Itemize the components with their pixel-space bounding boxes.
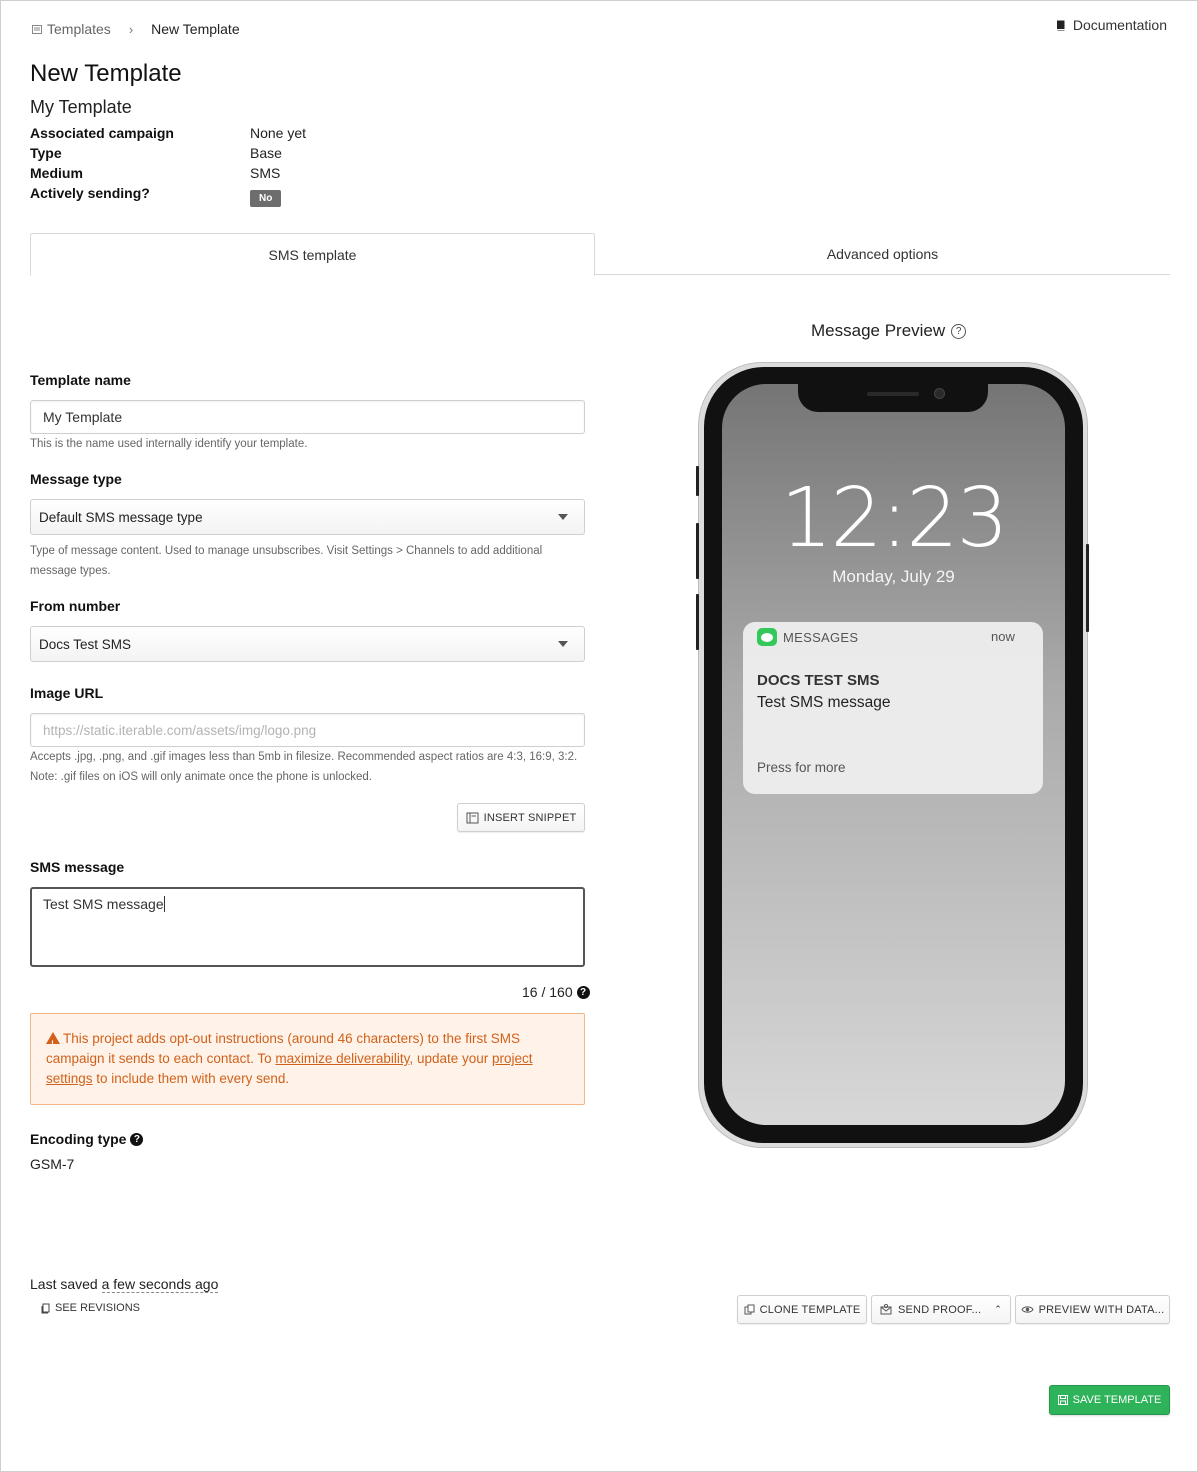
char-count [522,984,590,1000]
phone-speaker [867,392,919,396]
meta-key: Type [30,145,62,161]
message-type-value: Default SMS message type [39,509,203,525]
sms-message-label: SMS message [30,859,125,875]
notification-sender: DOCS TEST SMS [757,672,880,689]
encoding-type-value: GSM-7 [30,1156,75,1172]
encoding-type-label-text: Encoding type [30,1131,127,1147]
send-proof-label: SEND PROOF... [897,1303,982,1316]
meta-value: Base [250,145,282,161]
meta-value: SMS [250,165,281,181]
caret-down-icon [558,514,568,520]
help-circle-icon[interactable]: ? [951,324,966,339]
template-meta [30,123,306,203]
warning-text-middle: , update your [409,1051,492,1066]
caret-down-icon [558,641,568,647]
question-circle-icon[interactable]: ? [130,1133,143,1146]
meta-row-medium [30,163,306,183]
notification-more: Press for more [757,760,846,775]
maximize-deliverability-link[interactable]: maximize deliverability [275,1051,410,1066]
tab-advanced-options[interactable]: Advanced options [826,246,939,262]
tab-bar [30,233,1170,275]
breadcrumb [31,21,240,37]
send-proof-button[interactable] [871,1295,1011,1324]
messages-app-icon [757,628,777,646]
meta-key: Medium [30,165,83,181]
tab-sms-template[interactable]: SMS template [30,233,595,276]
sms-message-value: Test SMS message [43,896,164,912]
save-template-button[interactable] [1049,1385,1170,1415]
status-badge: No [250,190,281,207]
image-url-input[interactable]: https://static.iterable.com/assets/img/logo.png [30,713,585,747]
clone-template-label: CLONE TEMPLATE [759,1303,861,1316]
insert-snippet-label: INSERT SNIPPET [483,811,577,824]
question-circle-icon[interactable]: ? [577,986,590,999]
template-name-label: Template name [30,372,131,388]
image-url-help-line-1: Accepts .jpg, .png, and .gif images less than 5mb in filesize. Recommended aspect ratios are 4:3, 16:9, 3:2. [30,751,578,763]
warning-text-suffix: to include them with every send. [92,1071,290,1086]
meta-value: None yet [250,125,307,141]
template-title: My Template [30,97,132,117]
text-cursor [164,896,165,912]
clone-template-button[interactable] [737,1295,867,1324]
phone-volume-down [696,594,699,650]
chevron-up-icon: ⌃ [994,1304,1003,1314]
insert-snippet-button[interactable] [457,803,585,832]
preview-with-data-label: PREVIEW WITH DATA... [1038,1303,1165,1316]
from-number-select[interactable] [30,626,585,662]
message-type-label: Message type [30,471,122,487]
clone-icon [744,1304,755,1315]
last-saved-time: a few seconds ago [101,1276,219,1292]
template-name-input[interactable]: My Template [30,400,585,434]
message-type-select[interactable] [30,499,585,535]
snippet-icon [466,812,479,824]
opt-out-warning [30,1013,585,1105]
last-saved-prefix: Last saved [30,1276,98,1292]
lockscreen-clock: 12:23 [780,471,1007,566]
image-url-help [30,747,590,787]
phone-mute-switch [696,466,699,496]
notification-time: now [991,629,1015,644]
chevron-right-icon: › [128,21,134,37]
template-name-help: This is the name used internally identify your template. [30,438,308,450]
documentation-link[interactable] [1055,17,1167,33]
save-template-label: SAVE TEMPLATE [1072,1394,1162,1406]
phone-camera [934,388,945,399]
message-type-help: Type of message content. Used to manage unsubscribes. Visit Settings > Channels to add additional message types. [30,545,543,577]
meta-key: Actively sending? [30,185,150,201]
meta-row-actively-sending [30,183,306,203]
floppy-disk-icon [1058,1395,1068,1405]
message-preview-label: Message Preview [811,321,946,340]
preview-with-data-button[interactable] [1015,1295,1170,1324]
image-url-label: Image URL [30,685,104,701]
encoding-type-label [30,1131,143,1147]
breadcrumb-current: New Template [151,21,240,37]
warning-text-prefix: This project adds opt-out instructions (around 46 characters) to the first SMS campaign it sends to each contact. To [46,1031,520,1066]
breadcrumb-templates-label[interactable]: Templates [47,21,111,37]
phone-notch [798,384,988,412]
revisions-icon [41,1303,51,1314]
warning-icon [46,1032,60,1044]
meta-key: Associated campaign [30,125,174,141]
char-count-value: 16 / 160 [522,984,573,1000]
page-title: New Template [30,60,182,87]
eye-icon [1021,1305,1034,1314]
breadcrumb-templates-link[interactable] [31,21,111,37]
sms-message-textarea[interactable] [30,887,585,967]
notification-app [757,628,858,646]
notification-body: Test SMS message [757,694,891,711]
send-proof-icon [880,1304,893,1315]
notification-app-name: MESSAGES [783,629,859,645]
project-settings-link[interactable]: project settings [46,1051,533,1086]
phone-power-button [1086,544,1089,632]
book-icon [1055,19,1067,32]
from-number-label: From number [30,598,121,614]
meta-row-type [30,143,306,163]
phone-volume-up [696,523,699,579]
image-url-help-line-2: Note: .gif files on iOS will only animate once the phone is unlocked. [30,771,372,783]
lockscreen-date: Monday, July 29 [832,567,955,586]
templates-icon [31,23,43,35]
see-revisions-label[interactable]: SEE REVISIONS [55,1302,140,1314]
last-saved-status [30,1276,218,1292]
documentation-label[interactable]: Documentation [1072,17,1167,33]
from-number-value: Docs Test SMS [39,636,132,652]
meta-row-campaign [30,123,306,143]
message-preview-title [811,321,966,341]
see-revisions-link[interactable] [41,1302,140,1314]
